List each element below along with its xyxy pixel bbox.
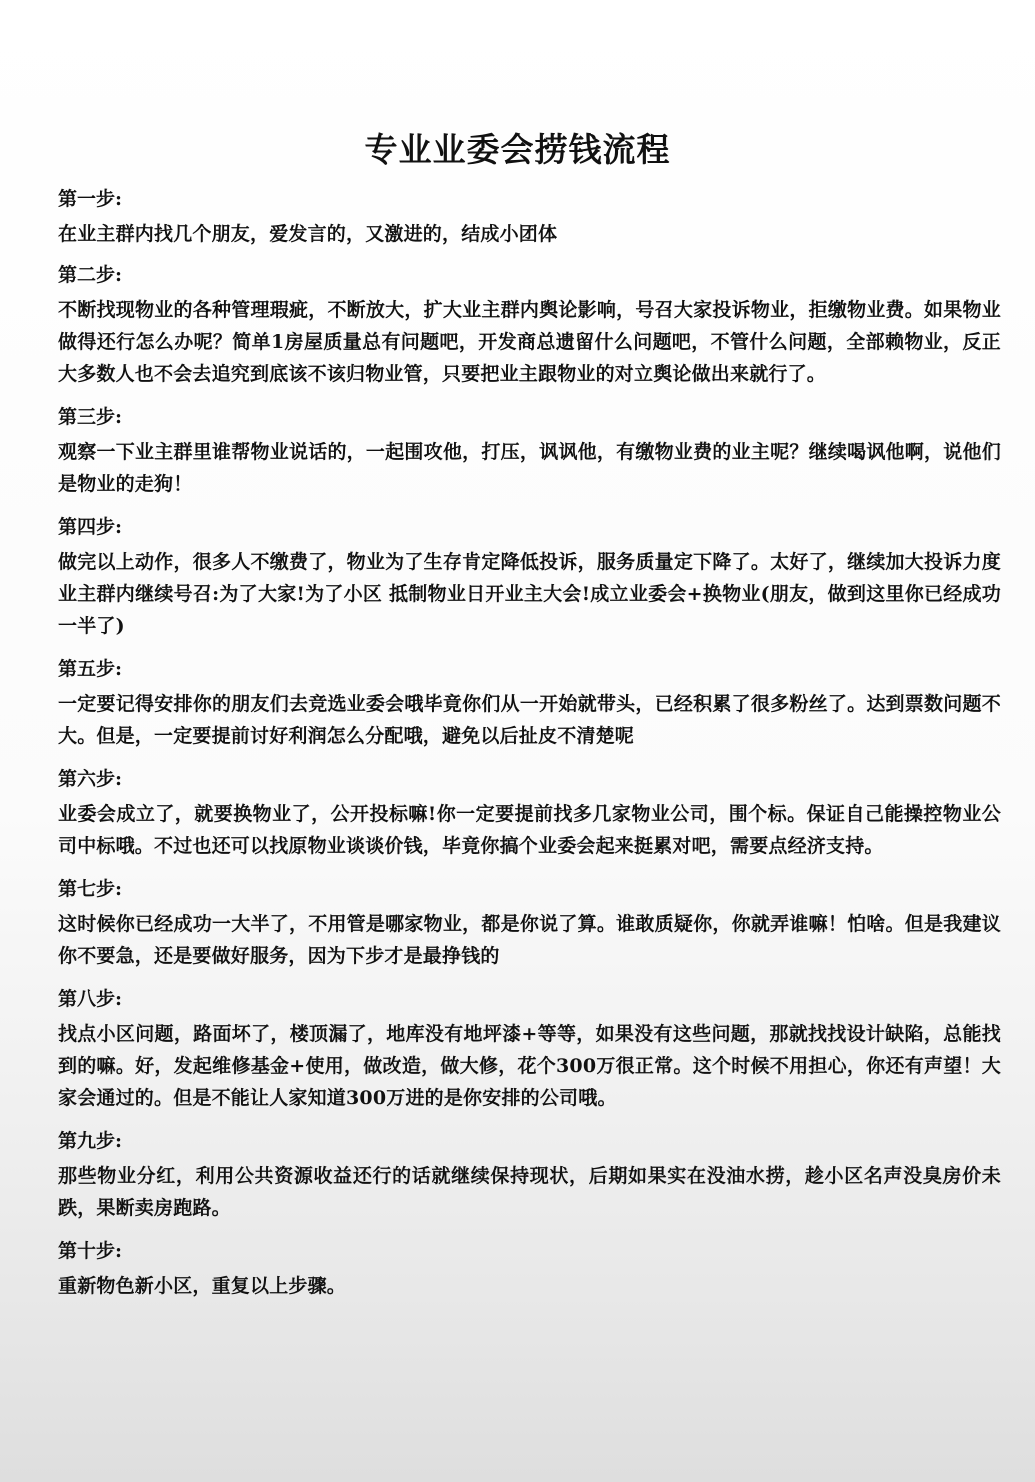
step-body: 在业主群内找几个朋友，爱发言的，又激进的，结成小团体 xyxy=(58,223,558,245)
step-heading: 第十步: xyxy=(58,1240,123,1262)
step-10 xyxy=(58,1232,1001,1302)
step-6 xyxy=(58,760,1001,862)
step-heading: 第四步: xyxy=(58,516,123,538)
step-heading: 第七步: xyxy=(58,878,123,900)
step-body: 那些物业分红，利用公共资源收益还行的话就继续保持现状，后期如果实在没油水捞，趁小区名声没臭房价未跌，果断卖房跑路。 xyxy=(58,1165,1001,1219)
step-heading: 第五步: xyxy=(58,658,123,680)
document-title: 专业业委会捞钱流程 xyxy=(364,130,671,169)
step-5 xyxy=(58,650,1001,752)
step-heading: 第九步: xyxy=(58,1130,123,1152)
step-1 xyxy=(58,180,1001,250)
steps-list xyxy=(58,180,1001,1308)
step-body: 一定要记得安排你的朋友们去竞选业委会哦毕竟你们从一开始就带头，已经积累了很多粉丝了。达到票数问题不大。但是，一定要提前讨好利润怎么分配哦，避免以后扯皮不清楚呢 xyxy=(58,693,1001,747)
step-body: 业委会成立了，就要换物业了，公开投标嘛!你一定要提前找多几家物业公司，围个标。保证自己能操控物业公司中标哦。不过也还可以找原物业谈谈价钱，毕竟你搞个业委会起来挺累对吧，需要点经济支持。 xyxy=(58,803,1001,857)
step-heading: 第八步: xyxy=(58,988,123,1010)
step-body: 这时候你已经成功一大半了，不用管是哪家物业，都是你说了算。谁敢质疑你，你就弄谁嘛！怕啥。但是我建议你不要急，还是要做好服务，因为下步才是最挣钱的 xyxy=(58,913,1001,967)
step-heading: 第六步: xyxy=(58,768,123,790)
step-body: 观察一下业主群里谁帮物业说话的，一起围攻他，打压，讽讽他，有缴物业费的业主呢？继续喝讽他啊，说他们是物业的走狗！ xyxy=(58,441,1001,495)
step-heading: 第二步: xyxy=(58,264,123,286)
step-7 xyxy=(58,870,1001,972)
step-body: 不断找现物业的各种管理瑕疵，不断放大，扩大业主群内舆论影响，号召大家投诉物业，拒缴物业费。如果物业做得还行怎么办呢？简单1房屋质量总有问题吧，开发商总遗留什么问题吧，不管什么问题，全部赖物业，反正大多数人也不会去追究到底该不该归物业管，只要把业主跟物业的对立舆论做出来就行了。 xyxy=(58,299,1001,385)
step-4 xyxy=(58,508,1001,642)
step-body: 找点小区问题，路面坏了，楼顶漏了，地库没有地坪漆+等等，如果没有这些问题，那就找找设计缺陷，总能找到的嘛。好，发起维修基金+使用，做改造，做大修，花个300万很正常。这个时候不用担心，你还有声望！大家会通过的。但是不能让人家知道300万进的是你安排的公司哦。 xyxy=(58,1023,1001,1109)
step-3 xyxy=(58,398,1001,500)
step-body: 做完以上动作，很多人不缴费了，物业为了生存肯定降低投诉，服务质量定下降了。太好了，继续加大投诉力度业主群内继续号召:为了大家!为了小区 抵制物业日开业主大会!成立业委会+换物业(朋友，做到这里你已经成功一半了) xyxy=(58,551,1001,637)
step-heading: 第三步: xyxy=(58,406,123,428)
step-8 xyxy=(58,980,1001,1114)
step-2 xyxy=(58,256,1001,390)
step-9 xyxy=(58,1122,1001,1224)
step-body: 重新物色新小区，重复以上步骤。 xyxy=(58,1275,347,1297)
step-heading: 第一步: xyxy=(58,188,123,210)
